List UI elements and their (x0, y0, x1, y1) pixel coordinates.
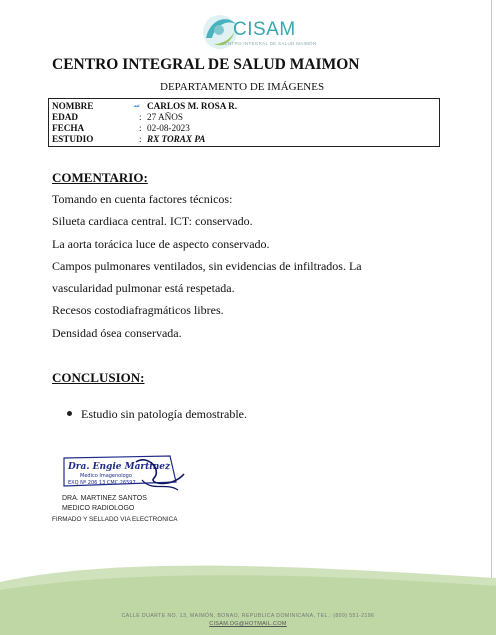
info-label: EDAD (52, 112, 79, 122)
svg-text:EXQ Nº 206 13 CMC 26597: EXQ Nº 206 13 CMC 26597 (68, 480, 136, 486)
conclusion-heading: CONCLUSION: (52, 370, 145, 385)
svg-text:Medico Imagenologo: Medico Imagenologo (80, 473, 132, 479)
comment-line: Tomando en cuenta factores técnicos: (52, 192, 233, 206)
svg-text:Dra. Engie Martinez: Dra. Engie Martinez (68, 462, 171, 472)
info-colon: : (139, 112, 142, 122)
info-label: FECHA (52, 123, 85, 133)
info-colon: : (139, 123, 142, 133)
info-value: 27 AÑOS (147, 112, 183, 122)
footer-email-text[interactable]: CISAM.DG@HOTMAIL.COM (209, 621, 287, 627)
info-label: ESTUDIO (52, 134, 94, 144)
comment-line: Densidad ósea conservada. (52, 326, 182, 340)
comment-line: Campos pulmonares ventilados, sin evidencias de infiltrados. La (52, 259, 362, 273)
logo-subtitle: CENTRO INTEGRAL DE SALUD MAIMON (221, 41, 317, 46)
patient-info-box (48, 98, 440, 147)
signature-note: FIRMADO Y SELLADO VIA ELECTRONICA (52, 516, 178, 523)
clinic-title: CENTRO INTEGRAL DE SALUD MAIMON (52, 56, 360, 73)
comment-line: vascularidad pulmonar está respetada. (52, 281, 235, 295)
info-value: CARLOS M. ROSA R. (147, 101, 238, 111)
footer-address: CALLE DUARTE NO. 13, MAIMÓN, BONAO, REPUBLICA DOMINICANA, TEL.: (809) 551-2196 (121, 613, 375, 619)
doctor-role: MEDICO RADIOLOGO (62, 505, 135, 512)
logo-text: CISAM (233, 19, 296, 40)
info-label: NOMBRE (52, 101, 94, 111)
comment-line: Silueta cardiaca central. ICT: conservado. (52, 214, 253, 228)
info-value: RX TORAX PA (147, 134, 206, 144)
info-value: 02-08-2023 (147, 123, 190, 133)
spellcheck-mark-icon: ﺳ (134, 101, 140, 109)
conclusion-item: Estudio sin patología demostrable. (81, 407, 247, 421)
footer-email (0, 621, 496, 627)
info-colon: : (139, 134, 142, 144)
bullet-icon (67, 411, 72, 416)
comment-heading: COMENTARIO: (52, 170, 148, 185)
department-name: DEPARTAMENTO DE IMÁGENES (160, 81, 325, 93)
comment-line: La aorta torácica luce de aspecto conservado. (52, 237, 270, 251)
comment-line: Recesos costodiafragmáticos libres. (52, 303, 224, 317)
doctor-name: DRA. MARTINEZ SANTOS (62, 495, 147, 502)
